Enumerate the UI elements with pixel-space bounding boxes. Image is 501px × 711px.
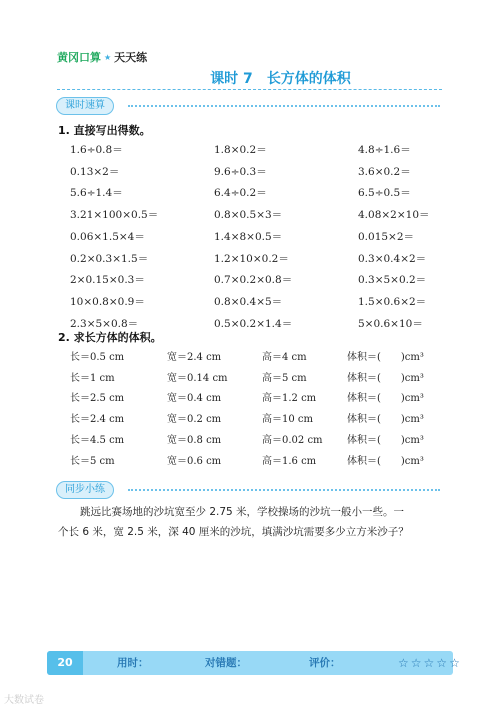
section-quick-calc-tag: 课时速算 xyxy=(56,97,114,115)
width-value: 宽＝0.8 cm xyxy=(167,434,222,446)
time-label: 用时： xyxy=(117,657,149,669)
length-value: 长＝1 cm xyxy=(70,372,115,384)
calc-item: 0.8×0.5×3＝ xyxy=(214,209,283,222)
section-practice-line xyxy=(128,489,440,491)
star-icon[interactable]: ☆ xyxy=(449,656,460,670)
section-practice-tag: 同步小练 xyxy=(56,481,114,499)
calc-item: 5×0.6×10＝ xyxy=(358,317,423,330)
volume-blank[interactable]: 体积＝( )cm³ xyxy=(347,414,424,426)
width-value: 宽＝0.14 cm xyxy=(167,372,228,384)
calc-item: 4.8÷1.6＝ xyxy=(358,144,411,156)
correct-count-label: 对错题： xyxy=(205,657,247,669)
width-value: 宽＝0.6 cm xyxy=(167,455,222,467)
rating-stars[interactable] xyxy=(398,656,460,670)
height-value: 高＝10 cm xyxy=(262,414,313,426)
brand-header xyxy=(57,49,147,65)
width-value: 宽＝0.2 cm xyxy=(167,414,222,426)
calc-item: 0.3×5×0.2＝ xyxy=(358,274,427,287)
width-value: 宽＝2.4 cm xyxy=(167,352,222,363)
calc-item: 1.8×0.2＝ xyxy=(214,144,267,156)
calc-item: 0.3×0.4×2＝ xyxy=(358,252,427,265)
height-value: 高＝4 cm xyxy=(262,352,307,363)
calc-item: 0.13×2＝ xyxy=(70,165,120,178)
height-value: 高＝0.02 cm xyxy=(262,434,323,446)
calc-item: 9.6÷0.3＝ xyxy=(214,165,267,178)
section-quick-calc-line xyxy=(128,105,440,107)
calc-item: 6.4÷0.2＝ xyxy=(214,187,267,200)
calc-item: 2×0.15×0.3＝ xyxy=(70,274,145,287)
calc-item: 3.21×100×0.5＝ xyxy=(70,209,159,222)
star-icon[interactable]: ☆ xyxy=(410,656,422,670)
calc-item: 0.7×0.2×0.8＝ xyxy=(214,274,293,287)
length-value: 长＝4.5 cm xyxy=(70,434,125,446)
star-separator-icon: ★ xyxy=(104,52,112,62)
length-value: 长＝0.5 cm xyxy=(70,352,125,363)
calc-item: 0.2×0.3×1.5＝ xyxy=(70,252,149,265)
star-icon[interactable]: ☆ xyxy=(423,656,435,670)
lesson-number: 课时 7 xyxy=(210,71,253,87)
length-value: 长＝2.5 cm xyxy=(70,393,125,405)
word-problem xyxy=(58,502,443,542)
calc-item: 10×0.8×0.9＝ xyxy=(70,295,145,308)
lesson-title: 长方体的体积 xyxy=(266,71,351,87)
length-value: 长＝2.4 cm xyxy=(70,414,125,426)
brand-name: 黄冈口算 xyxy=(57,51,101,64)
width-value: 宽＝0.4 cm xyxy=(167,393,222,405)
page-title xyxy=(0,68,501,88)
watermark: 大数试卷 xyxy=(4,695,44,706)
calc-item: 0.5×0.2×1.4＝ xyxy=(214,317,293,330)
brand-subtitle: 天天练 xyxy=(114,51,148,64)
volume-blank[interactable]: 体积＝( )cm³ xyxy=(347,434,424,446)
question-2-title: 2. 求长方体的体积。 xyxy=(58,331,162,344)
page-number: 20 xyxy=(47,651,83,675)
volume-blank[interactable]: 体积＝( )cm³ xyxy=(347,352,424,363)
word-problem-line-2: 个长 6 米，宽 2.5 米，深 40 厘米的沙坑，填满沙坑需要多少立方米沙子？ xyxy=(58,526,409,538)
star-icon[interactable]: ☆ xyxy=(436,656,448,670)
calc-item: 5.6÷1.4＝ xyxy=(70,187,123,200)
calc-item: 1.2×10×0.2＝ xyxy=(214,252,289,265)
footer-bar xyxy=(47,651,460,675)
calc-item: 0.06×1.5×4＝ xyxy=(70,230,145,243)
calc-item: 1.6÷0.8＝ xyxy=(70,144,123,156)
calc-item: 1.5×0.6×2＝ xyxy=(358,295,427,308)
volume-blank[interactable]: 体积＝( )cm³ xyxy=(347,393,424,405)
question-1-title: 1. 直接写出得数。 xyxy=(58,124,151,137)
title-divider xyxy=(57,89,442,90)
calc-item: 4.08×2×10＝ xyxy=(358,209,430,222)
calc-item: 2.3×5×0.8＝ xyxy=(70,317,139,330)
length-value: 长＝5 cm xyxy=(70,455,115,467)
word-problem-line-1: 跳远比赛场地的沙坑宽至少 2.75 米，学校操场的沙坑一般小一些。一 xyxy=(80,506,405,518)
height-value: 高＝5 cm xyxy=(262,372,307,384)
star-icon[interactable]: ☆ xyxy=(398,656,409,670)
rating-label: 评价： xyxy=(309,657,341,669)
calc-item: 0.8×0.4×5＝ xyxy=(214,295,283,308)
calc-item: 0.015×2＝ xyxy=(358,230,415,243)
volume-blank[interactable]: 体积＝( )cm³ xyxy=(347,455,424,467)
calc-item: 1.4×8×0.5＝ xyxy=(214,230,283,243)
calc-item: 3.6×0.2＝ xyxy=(358,165,411,178)
calc-item: 6.5÷0.5＝ xyxy=(358,187,411,200)
height-value: 高＝1.6 cm xyxy=(262,455,317,467)
height-value: 高＝1.2 cm xyxy=(262,393,317,405)
volume-blank[interactable]: 体积＝( )cm³ xyxy=(347,372,424,384)
